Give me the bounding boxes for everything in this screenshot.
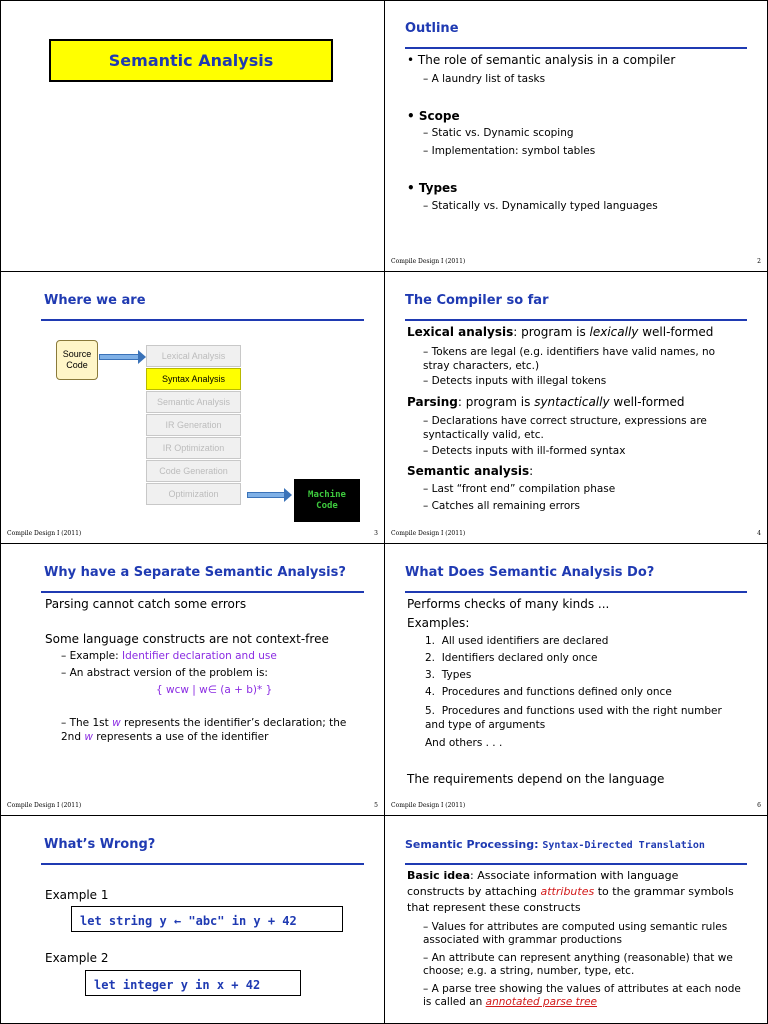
sub-bullet: – Implementation: symbol tables xyxy=(423,145,596,157)
title-rule xyxy=(405,863,747,865)
slide-title: The Compiler so far xyxy=(405,293,549,308)
arrow-head-icon xyxy=(138,350,146,364)
machine-code-box: Machine Code xyxy=(294,479,360,522)
stage-code-generation: Code Generation xyxy=(146,460,241,482)
sub-bullet: – A parse tree showing the values of attributes at each node is called an annotated parse tree xyxy=(423,983,741,1008)
title-rule xyxy=(405,319,747,321)
stage-optimization: Optimization xyxy=(146,483,241,505)
sub-bullet: – Example: Identifier declaration and use xyxy=(61,650,277,662)
arrow-icon xyxy=(99,354,139,360)
sub-bullet: – Detects inputs with illegal tokens xyxy=(423,375,607,387)
slide-title: Where we are xyxy=(44,293,146,308)
sub-bullet: – A laundry list of tasks xyxy=(423,73,546,85)
slide-1 xyxy=(0,0,385,272)
bullet: • The role of semantic analysis in a compiler xyxy=(407,53,676,67)
footer: Compile Design I (2011) xyxy=(391,258,466,265)
heading-semantic: Semantic analysis: xyxy=(407,464,534,478)
paragraph: Basic idea: Associate information with language constructs by attaching attributes to the grammar symbols that represent these constructs xyxy=(407,869,734,914)
list-item: 1. All used identifiers are declared xyxy=(425,635,609,647)
example-label: Example 2 xyxy=(45,951,109,965)
footer: Compile Design I (2011) xyxy=(391,802,466,809)
list-item: 3. Types xyxy=(425,669,472,681)
slide-title: Why have a Separate Semantic Analysis? xyxy=(44,565,346,580)
slide-title: Semantic Processing: Syntax-Directed Translation xyxy=(405,838,705,851)
sub-bullet: – Tokens are legal (e.g. identifiers have valid names, no stray characters, etc.) xyxy=(423,346,716,372)
sub-bullet: – Values for attributes are computed using semantic rules associated with grammar productions xyxy=(423,921,728,946)
example-label: Example 1 xyxy=(45,888,109,902)
arrow-icon xyxy=(247,492,285,498)
stage-semantic: Semantic Analysis xyxy=(146,391,241,413)
title-rule xyxy=(41,591,364,593)
sub-bullet: – The 1st w represents the identifier’s declaration; the 2nd w represents a use of the identifier xyxy=(61,717,347,743)
sub-bullet: – An abstract version of the problem is: xyxy=(61,667,268,679)
page-number: 2 xyxy=(757,258,761,265)
title-rule xyxy=(405,591,747,593)
slide-title: Outline xyxy=(405,21,459,36)
page-number: 6 xyxy=(757,802,761,809)
slide-2 xyxy=(384,0,768,272)
slide-6 xyxy=(384,543,768,816)
slide-4 xyxy=(384,271,768,544)
page-number: 3 xyxy=(374,530,378,537)
formula: { wcw | w∈ (a + b)* } xyxy=(156,684,273,696)
title-rule xyxy=(41,863,364,865)
title-box xyxy=(49,39,333,82)
sub-bullet: – Detects inputs with ill-formed syntax xyxy=(423,445,626,457)
paragraph: The requirements depend on the language xyxy=(407,772,665,786)
sub-bullet: – Last “front end” compilation phase xyxy=(423,483,616,495)
page-number: 4 xyxy=(757,530,761,537)
stage-ir-generation: IR Generation xyxy=(146,414,241,436)
arrow-head-icon xyxy=(284,488,292,502)
slide-8 xyxy=(384,815,768,1024)
footer: Compile Design I (2011) xyxy=(7,802,82,809)
slide-5 xyxy=(0,543,385,816)
paragraph: Some language constructs are not context-free xyxy=(45,632,329,646)
paragraph: Examples: xyxy=(407,616,470,630)
sub-bullet: – Statically vs. Dynamically typed languages xyxy=(423,200,658,212)
stage-syntax: Syntax Analysis xyxy=(146,368,241,390)
sub-bullet: – Declarations have correct structure, expressions are syntactically valid, etc. xyxy=(423,415,707,441)
paragraph: And others . . . xyxy=(425,737,503,749)
stage-lexical: Lexical Analysis xyxy=(146,345,241,367)
sub-bullet: – An attribute can represent anything (reasonable) that we choose; e.g. a string, number, type, etc. xyxy=(423,952,733,977)
list-item: 2. Identifiers declared only once xyxy=(425,652,598,664)
slide-3 xyxy=(0,271,385,544)
footer: Compile Design I (2011) xyxy=(7,530,82,537)
slide-title: What’s Wrong? xyxy=(44,837,156,852)
list-item: 5. Procedures and functions used with the right number and type of arguments xyxy=(425,705,722,731)
slide-7 xyxy=(0,815,385,1024)
title-rule xyxy=(41,319,364,321)
paragraph: Performs checks of many kinds ... xyxy=(407,597,610,611)
heading-lexical: Lexical analysis: program is lexically well-formed xyxy=(407,325,714,339)
source-code-scroll: Source Code xyxy=(56,340,98,380)
paragraph: Parsing cannot catch some errors xyxy=(45,597,247,611)
code-box: let string y ← "abc" in y + 42 xyxy=(71,906,343,932)
bullet: • Types xyxy=(407,181,458,195)
title-rule xyxy=(405,47,747,49)
footer: Compile Design I (2011) xyxy=(391,530,466,537)
stage-ir-optimization: IR Optimization xyxy=(146,437,241,459)
sub-bullet: – Static vs. Dynamic scoping xyxy=(423,127,574,139)
page-number: 5 xyxy=(374,802,378,809)
bullet: • Scope xyxy=(407,109,460,123)
heading-parsing: Parsing: program is syntactically well-formed xyxy=(407,395,685,409)
code-box: let integer y in x + 42 xyxy=(85,970,301,996)
slide-title: Semantic Analysis xyxy=(108,51,274,70)
slide-title: What Does Semantic Analysis Do? xyxy=(405,565,655,580)
sub-bullet: – Catches all remaining errors xyxy=(423,500,581,512)
list-item: 4. Procedures and functions defined only once xyxy=(425,686,672,698)
